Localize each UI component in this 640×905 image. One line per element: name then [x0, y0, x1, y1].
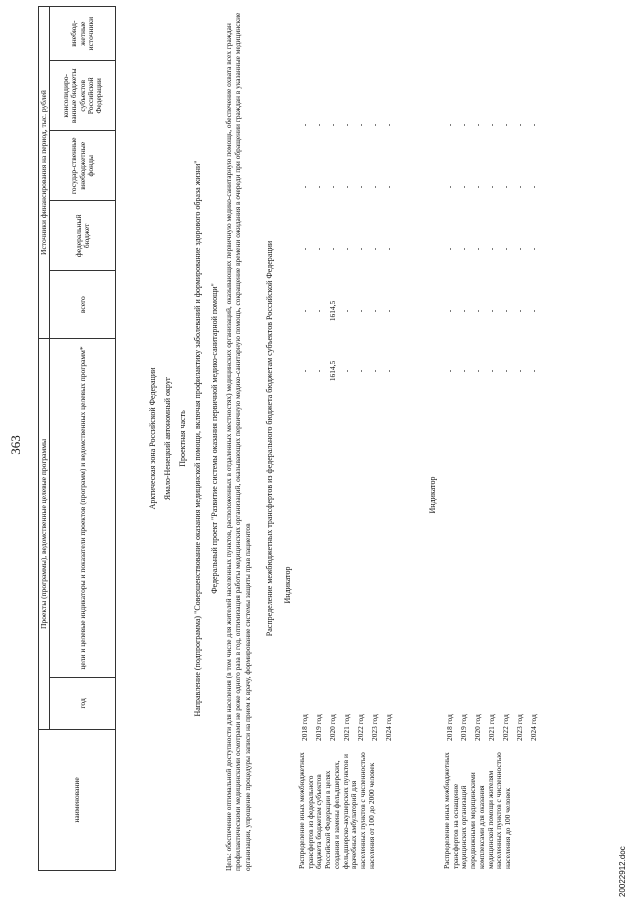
value-cell: -	[501, 369, 510, 373]
value-cell: -	[356, 369, 365, 373]
value-cell: -	[501, 247, 510, 251]
value-cell: -	[356, 309, 365, 313]
value-cell: -	[314, 247, 323, 251]
block-2-consolidated	[443, 162, 541, 212]
block-1-consolidated	[298, 162, 396, 212]
value-cell: -	[384, 309, 393, 313]
value-cell: -	[300, 247, 309, 251]
value-cell: -	[342, 309, 351, 313]
value-cell: -	[342, 123, 351, 127]
year-cell: 2024 год	[529, 714, 538, 741]
value-cell: -	[300, 309, 309, 313]
value-cell: -	[487, 185, 496, 189]
region-title: Ямало-Ненецкий автономный округ	[163, 376, 172, 501]
value-cell: -	[459, 369, 468, 373]
value-cell: -	[529, 185, 538, 189]
value-cell: -	[314, 123, 323, 127]
block-1-extrabudget	[298, 100, 396, 150]
value-cell: -	[515, 369, 524, 373]
value-cell: -	[370, 369, 379, 373]
value-cell: -	[300, 123, 309, 127]
value-cell: -	[515, 123, 524, 127]
year-cell: 2021 год	[487, 714, 496, 741]
value-cell: 1614,5	[328, 360, 337, 382]
block-1-name: Распределение иных межбюджетных трансфертов из федерального бюджета бюджетам субъектов Российской Федерации в целях создания и замены фельдшерских, фельдшерско-акушерских пунктов и врачебных амбулаторий для населенных пунктов с численностью населения от 100 до 2000 человек	[297, 752, 376, 869]
year-cell: 2023 год	[370, 714, 379, 741]
value-cell: -	[445, 185, 454, 189]
block-2-total	[443, 346, 541, 396]
value-cell: -	[384, 369, 393, 373]
block-2-name: Распределение иных межбюджетных трансфертов на оснащение медицинских организаций передвижными медицинскими комплексами для оказания медицинской помощи жителям населенных пунктов с численностью населения до 100 человек	[442, 752, 513, 869]
year-cell: 2024 год	[384, 714, 393, 741]
value-cell: -	[342, 185, 351, 189]
value-cell: -	[473, 247, 482, 251]
value-cell: -	[473, 123, 482, 127]
year-cell: 2021 год	[342, 714, 351, 741]
header-projects-group: Проекты (программы), ведомственные целевые программы	[39, 339, 50, 730]
value-cell: -	[473, 309, 482, 313]
value-cell: -	[501, 309, 510, 313]
indicator-label-2: Индикатор	[428, 476, 437, 514]
year-cell: 2022 год	[501, 714, 510, 741]
header-extrabudget: внебюд-жетные источники	[50, 7, 116, 61]
value-cell: -	[445, 247, 454, 251]
value-cell: -	[314, 369, 323, 373]
value-cell: -	[459, 185, 468, 189]
year-cell: 2018 год	[445, 714, 454, 741]
value-cell: -	[356, 123, 365, 127]
value-cell: -	[487, 309, 496, 313]
header-sources-group: Источники финансирования на период, тыс. рублей	[39, 7, 50, 339]
value-cell: -	[370, 309, 379, 313]
block-2-years	[443, 701, 541, 741]
value-cell: -	[473, 185, 482, 189]
value-cell: -	[342, 369, 351, 373]
transfers-title: Распределение межбюджетных трансфертов из федерального бюджета бюджетам субъектов Российской Федерации	[265, 240, 274, 637]
value-cell: -	[501, 185, 510, 189]
header-total: всего	[50, 271, 116, 339]
year-cell: 2023 год	[515, 714, 524, 741]
value-cell: -	[515, 309, 524, 313]
block-2-extrabudget	[443, 100, 541, 150]
value-cell: 1614,5	[328, 300, 337, 322]
header-state-funds: государ-ственные внебюджетные фонды	[50, 131, 116, 201]
value-cell: -	[529, 123, 538, 127]
value-cell: -	[529, 309, 538, 313]
value-cell: -	[328, 123, 337, 127]
header-goals: цели и целевые индикаторы и показатели проектов (программ) и ведомственных целевых программ*	[50, 339, 116, 678]
value-cell: -	[487, 247, 496, 251]
value-cell: -	[445, 369, 454, 373]
value-cell: -	[300, 185, 309, 189]
header-name: наименование	[39, 729, 116, 870]
value-cell: -	[328, 185, 337, 189]
value-cell: -	[445, 309, 454, 313]
value-cell: -	[487, 369, 496, 373]
value-cell: -	[384, 185, 393, 189]
value-cell: -	[328, 247, 337, 251]
year-cell: 2020 год	[328, 714, 337, 741]
direction-title: Направление (подпрограмма) "Совершенствование оказания медицинской помощи, включая профилактику заболеваний и формирование здорового образа жизни"	[193, 160, 202, 717]
goal-text: Цель: обеспечение оптимальной доступности для населения (в том числе для жителей населенных пунктов, расположенных в отдаленных местностях) медицинских организаций, оказывающих первичную медико-санитарную помощь, обеспечение охвата всех граждан профилактическими медицинскими осмотрами не реже одного раза в год, оптимизация работы медицинских организаций, оказывающих первичную медико-санитарную помощь, сокращение времени ожидания в очереди при обращении граждан в указанные медицинские организации, упрощение процедуры записи на прием к врачу, формирование системы защиты прав пациентов	[224, 12, 252, 871]
value-cell: -	[487, 123, 496, 127]
project-title: Федеральный проект "Развитие системы оказания первичной медико-санитарной помощи"	[210, 283, 219, 594]
footer-filename: 20022912.doc	[618, 846, 627, 897]
header-consolidated: консолидиро-ванные бюджеты субъектов Российской Федерации	[50, 61, 116, 131]
value-cell: -	[356, 185, 365, 189]
value-cell: -	[300, 369, 309, 373]
block-1-federal	[298, 286, 396, 336]
value-cell: -	[356, 247, 365, 251]
indicator-label-1: Индикатор	[283, 566, 292, 604]
value-cell: -	[342, 247, 351, 251]
header-year: год	[50, 677, 116, 729]
block-1-years	[298, 701, 396, 741]
zone-title: Арктическая зона Российской Федерации	[148, 367, 157, 510]
year-cell: 2022 год	[356, 714, 365, 741]
value-cell: -	[314, 309, 323, 313]
value-cell: -	[459, 123, 468, 127]
section-title: Проектная часть	[178, 410, 187, 467]
value-cell: -	[529, 369, 538, 373]
value-cell: -	[370, 247, 379, 251]
value-cell: -	[529, 247, 538, 251]
block-1-total	[298, 346, 396, 396]
block-2-federal	[443, 286, 541, 336]
value-cell: -	[501, 123, 510, 127]
value-cell: -	[384, 123, 393, 127]
value-cell: -	[515, 185, 524, 189]
value-cell: -	[445, 123, 454, 127]
year-cell: 2018 год	[300, 714, 309, 741]
value-cell: -	[384, 247, 393, 251]
block-2-state-funds	[443, 224, 541, 274]
block-1-state-funds	[298, 224, 396, 274]
value-cell: -	[473, 369, 482, 373]
value-cell: -	[459, 247, 468, 251]
year-cell: 2020 год	[473, 714, 482, 741]
value-cell: -	[370, 185, 379, 189]
value-cell: -	[314, 185, 323, 189]
value-cell: -	[370, 123, 379, 127]
header-table	[38, 6, 116, 871]
value-cell: -	[459, 309, 468, 313]
page-number: 363	[8, 435, 23, 455]
header-federal: федеральный бюджет	[50, 201, 116, 271]
year-cell: 2019 год	[314, 714, 323, 741]
value-cell: -	[515, 247, 524, 251]
year-cell: 2019 год	[459, 714, 468, 741]
